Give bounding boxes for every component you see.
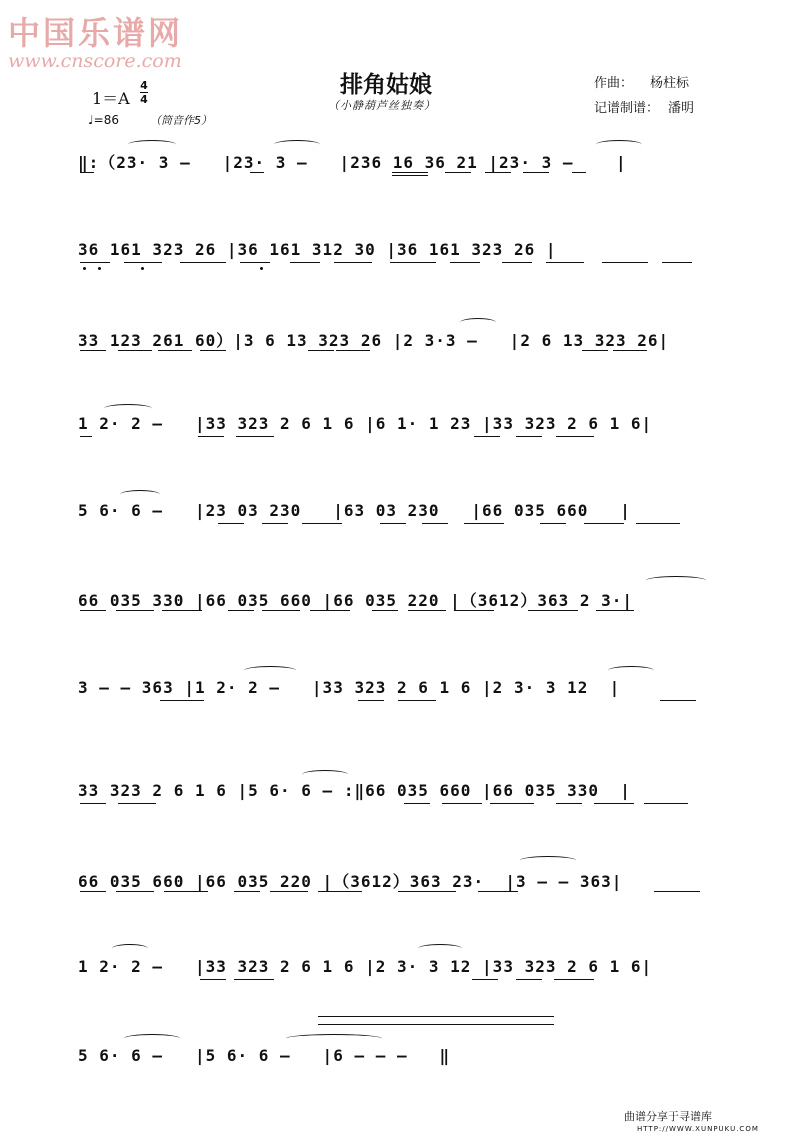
composer-label: 作曲：: [594, 76, 634, 91]
transcriber-label: 记谱制谱：: [594, 101, 660, 116]
score-row-8: 33 323 2 6 1 6 |5 6· 6 – :‖66 035 660 |66 035 330 |: [78, 781, 631, 800]
score-row-10: 1 2· 2 – |33 323 2 6 1 6 |2 3· 3 12 |33 323 2 6 1 6|: [78, 957, 653, 976]
watermark-site-name: 中国乐谱网: [8, 14, 184, 52]
time-signature-top: 4: [140, 79, 148, 92]
fingering-note: （筒音作5）: [150, 114, 212, 127]
footer-share-text: 曲谱分享于寻谱库: [624, 1110, 712, 1123]
time-signature-bottom: 4: [140, 93, 148, 106]
transcriber-name: 潘明: [668, 101, 695, 116]
tempo-marking: ♩=86: [88, 113, 119, 127]
composer-name: 杨柱标: [650, 76, 690, 91]
score-row-5: 5 6· 6 – |23 03 230 |63 03 230 |66 035 660 |: [78, 501, 631, 520]
score-row-7: 3 – – 363 |1 2· 2 – |33 323 2 6 1 6 |2 3· 3 12 |: [78, 678, 621, 697]
watermark-site-url: www.cnscore.com: [8, 50, 182, 72]
score-row-6: 66 035 330 |66 035 660 |66 035 220 |（3612）363 2 3·|: [78, 591, 634, 610]
score-row-1: ‖:（23· 3 – |23· 3 – |236 16 36 21 |23· 3 – |: [78, 153, 627, 172]
footer-url: HTTP://WWW.XUNPUKU.COM: [637, 1125, 759, 1133]
score-row-3: 33 123 261 60）|3 6 13 323 26 |2 3·3 – |2 6 13 323 26|: [78, 331, 670, 350]
score-title: 排角姑娘: [340, 71, 432, 98]
time-signature: [140, 80, 148, 105]
score-row-2: 36 161 323 26 |36 161 312 30 |36 161 323 26 |: [78, 240, 557, 259]
key-signature: 1＝A: [92, 89, 130, 108]
score-subtitle: （小静葫芦丝独奏）: [328, 99, 436, 112]
score-row-9: 66 035 660 |66 035 220 |（3612）363 23· |3 – – 363|: [78, 872, 623, 891]
score-row-4: 1 2· 2 – |33 323 2 6 1 6 |6 1· 1 23 |33 323 2 6 1 6|: [78, 414, 653, 433]
score-row-11: 5 6· 6 – |5 6· 6 – |6 – – – ‖: [78, 1046, 451, 1065]
